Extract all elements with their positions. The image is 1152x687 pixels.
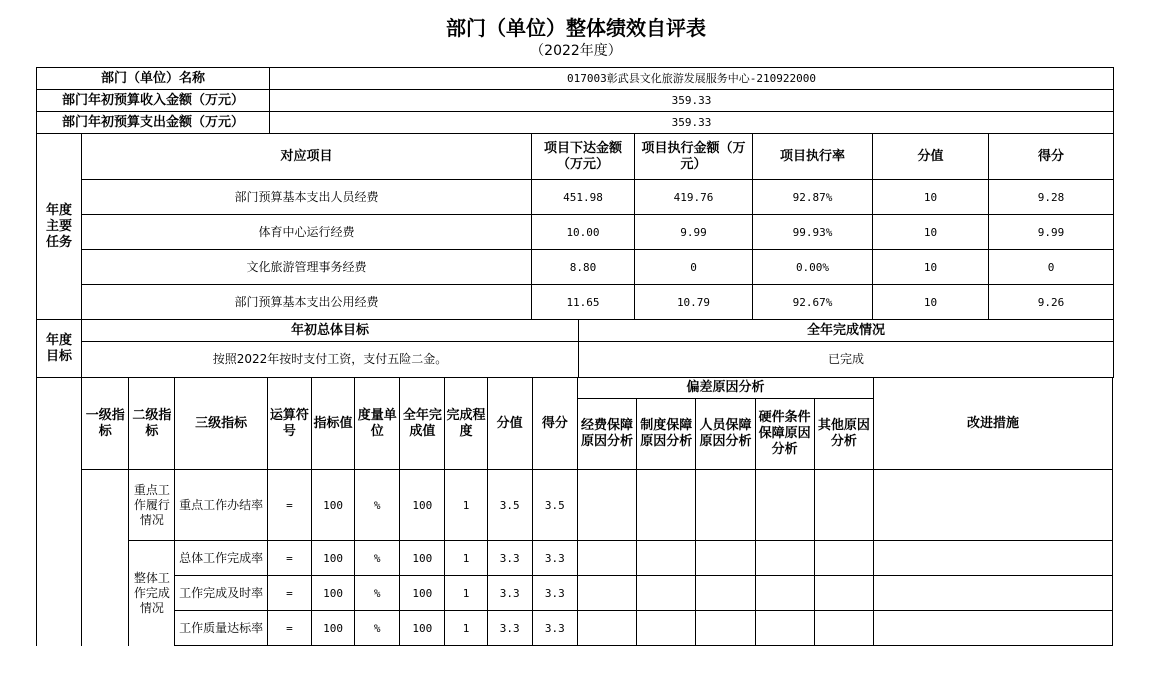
task-score-value: 10 bbox=[873, 285, 989, 320]
task-rate: 0.00% bbox=[753, 250, 873, 285]
dev-system-cell bbox=[637, 470, 696, 541]
ind-header-dev-funding: 经费保障原因分析 bbox=[577, 399, 636, 470]
task-allocated: 451.98 bbox=[532, 180, 635, 215]
page-title: 部门（单位）整体绩效自评表 bbox=[446, 16, 706, 40]
task-row bbox=[37, 215, 1114, 250]
ind-header-score: 得分 bbox=[532, 378, 577, 470]
dev-system-cell bbox=[637, 541, 696, 576]
score-cell: 3.3 bbox=[532, 541, 577, 576]
dev-hardware-cell bbox=[755, 470, 814, 541]
task-executed: 10.79 bbox=[635, 285, 753, 320]
goals-table bbox=[36, 319, 1114, 378]
target-cell: 100 bbox=[311, 611, 354, 646]
income-value: 359.33 bbox=[270, 90, 1114, 112]
tasks-header-executed: 项目执行金额（万元） bbox=[635, 134, 753, 180]
score-cell: 3.5 bbox=[532, 470, 577, 541]
goals-target-text: 按照2022年按时支付工资，支付五险二金。 bbox=[82, 342, 579, 378]
degree-cell: 1 bbox=[445, 470, 487, 541]
unit-cell: % bbox=[355, 611, 400, 646]
ind-header-deviation: 偏差原因分析 bbox=[577, 378, 873, 399]
dev-staff-cell bbox=[696, 576, 755, 611]
dev-staff-cell bbox=[696, 541, 755, 576]
score-value-cell: 3.3 bbox=[487, 541, 532, 576]
ind-header-target: 指标值 bbox=[311, 378, 354, 470]
improvement-cell bbox=[874, 611, 1113, 646]
unit-cell: % bbox=[355, 576, 400, 611]
task-score: 0 bbox=[989, 250, 1114, 285]
tasks-header-score-value: 分值 bbox=[873, 134, 989, 180]
ind-header-improvement: 改进措施 bbox=[874, 378, 1113, 470]
task-item: 体育中心运行经费 bbox=[82, 215, 532, 250]
task-row bbox=[37, 285, 1114, 320]
ind-header-level3: 三级指标 bbox=[175, 378, 267, 470]
task-score: 9.26 bbox=[989, 285, 1114, 320]
ind-header-dev-hardware: 硬件条件保障原因分析 bbox=[755, 399, 814, 470]
score-value-cell: 3.5 bbox=[487, 470, 532, 541]
ind-header-dev-system: 制度保障原因分析 bbox=[637, 399, 696, 470]
income-label: 部门年初预算收入金额（万元） bbox=[37, 90, 270, 112]
indicators-left-cell bbox=[37, 378, 82, 646]
tasks-table bbox=[36, 133, 1114, 320]
dev-other-cell bbox=[814, 541, 873, 576]
operator-cell: = bbox=[267, 611, 311, 646]
level3-cell: 重点工作办结率 bbox=[175, 470, 267, 541]
ind-header-score-value: 分值 bbox=[487, 378, 532, 470]
goals-section-label: 年度目标 bbox=[37, 320, 82, 378]
task-rate: 99.93% bbox=[753, 215, 873, 250]
dev-hardware-cell bbox=[755, 541, 814, 576]
level3-cell: 总体工作完成率 bbox=[175, 541, 267, 576]
expense-value: 359.33 bbox=[270, 112, 1114, 134]
operator-cell: = bbox=[267, 470, 311, 541]
ind-header-level1: 一级指标 bbox=[82, 378, 129, 470]
task-allocated: 10.00 bbox=[532, 215, 635, 250]
indicator-row bbox=[37, 611, 1113, 646]
task-allocated: 8.80 bbox=[532, 250, 635, 285]
task-row bbox=[37, 250, 1114, 285]
improvement-cell bbox=[874, 576, 1113, 611]
dept-name-label: 部门（单位）名称 bbox=[37, 68, 270, 90]
dev-system-cell bbox=[637, 576, 696, 611]
dev-hardware-cell bbox=[755, 576, 814, 611]
actual-cell: 100 bbox=[400, 541, 445, 576]
indicators-table bbox=[36, 377, 1113, 646]
dev-funding-cell bbox=[577, 611, 636, 646]
dev-funding-cell bbox=[577, 576, 636, 611]
dev-hardware-cell bbox=[755, 611, 814, 646]
page-subtitle: （2022年度） bbox=[530, 43, 622, 59]
expense-label: 部门年初预算支出金额（万元） bbox=[37, 112, 270, 134]
actual-cell: 100 bbox=[400, 576, 445, 611]
task-score-value: 10 bbox=[873, 250, 989, 285]
degree-cell: 1 bbox=[445, 611, 487, 646]
level3-cell: 工作质量达标率 bbox=[175, 611, 267, 646]
indicator-row bbox=[37, 470, 1113, 541]
operator-cell: = bbox=[267, 541, 311, 576]
task-score: 9.99 bbox=[989, 215, 1114, 250]
level3-cell: 工作完成及时率 bbox=[175, 576, 267, 611]
degree-cell: 1 bbox=[445, 576, 487, 611]
actual-cell: 100 bbox=[400, 470, 445, 541]
goals-completion-text: 已完成 bbox=[579, 342, 1114, 378]
target-cell: 100 bbox=[311, 576, 354, 611]
target-cell: 100 bbox=[311, 541, 354, 576]
task-executed: 0 bbox=[635, 250, 753, 285]
tasks-header-allocated: 项目下达金额（万元） bbox=[532, 134, 635, 180]
ind-header-dev-staff: 人员保障原因分析 bbox=[696, 399, 755, 470]
ind-header-operator: 运算符号 bbox=[267, 378, 311, 470]
improvement-cell bbox=[874, 541, 1113, 576]
indicator-row bbox=[37, 576, 1113, 611]
task-item: 部门预算基本支出公用经费 bbox=[82, 285, 532, 320]
tasks-header-item: 对应项目 bbox=[82, 134, 532, 180]
dev-other-cell bbox=[814, 470, 873, 541]
dev-system-cell bbox=[637, 611, 696, 646]
task-rate: 92.67% bbox=[753, 285, 873, 320]
ind-header-actual: 全年完成值 bbox=[400, 378, 445, 470]
ind-header-dev-other: 其他原因分析 bbox=[814, 399, 873, 470]
task-score-value: 10 bbox=[873, 180, 989, 215]
ind-header-unit: 度量单位 bbox=[355, 378, 400, 470]
goals-target-header: 年初总体目标 bbox=[82, 320, 579, 342]
dev-funding-cell bbox=[577, 541, 636, 576]
dept-info-table bbox=[36, 67, 1114, 134]
task-row bbox=[37, 180, 1114, 215]
task-executed: 9.99 bbox=[635, 215, 753, 250]
task-rate: 92.87% bbox=[753, 180, 873, 215]
dev-funding-cell bbox=[577, 470, 636, 541]
tasks-section-label: 年度主要任务 bbox=[37, 134, 82, 320]
task-item: 文化旅游管理事务经费 bbox=[82, 250, 532, 285]
unit-cell: % bbox=[355, 541, 400, 576]
tasks-header-rate: 项目执行率 bbox=[753, 134, 873, 180]
dev-other-cell bbox=[814, 576, 873, 611]
actual-cell: 100 bbox=[400, 611, 445, 646]
dev-staff-cell bbox=[696, 611, 755, 646]
score-value-cell: 3.3 bbox=[487, 611, 532, 646]
task-item: 部门预算基本支出人员经费 bbox=[82, 180, 532, 215]
task-score: 9.28 bbox=[989, 180, 1114, 215]
task-score-value: 10 bbox=[873, 215, 989, 250]
dev-staff-cell bbox=[696, 470, 755, 541]
level2-cell: 整体工作完成情况 bbox=[129, 541, 175, 646]
operator-cell: = bbox=[267, 576, 311, 611]
task-executed: 419.76 bbox=[635, 180, 753, 215]
score-value-cell: 3.3 bbox=[487, 576, 532, 611]
level2-cell: 重点工作履行情况 bbox=[129, 470, 175, 541]
degree-cell: 1 bbox=[445, 541, 487, 576]
ind-header-level2: 二级指标 bbox=[129, 378, 175, 470]
improvement-cell bbox=[874, 470, 1113, 541]
target-cell: 100 bbox=[311, 470, 354, 541]
dept-name-value: 017003彰武县文化旅游发展服务中心-210922000 bbox=[270, 68, 1114, 90]
indicator-row bbox=[37, 541, 1113, 576]
unit-cell: % bbox=[355, 470, 400, 541]
ind-header-degree: 完成程度 bbox=[445, 378, 487, 470]
score-cell: 3.3 bbox=[532, 611, 577, 646]
level1-cell bbox=[82, 470, 129, 646]
score-cell: 3.3 bbox=[532, 576, 577, 611]
task-allocated: 11.65 bbox=[532, 285, 635, 320]
goals-completion-header: 全年完成情况 bbox=[579, 320, 1114, 342]
tasks-header-score: 得分 bbox=[989, 134, 1114, 180]
dev-other-cell bbox=[814, 611, 873, 646]
